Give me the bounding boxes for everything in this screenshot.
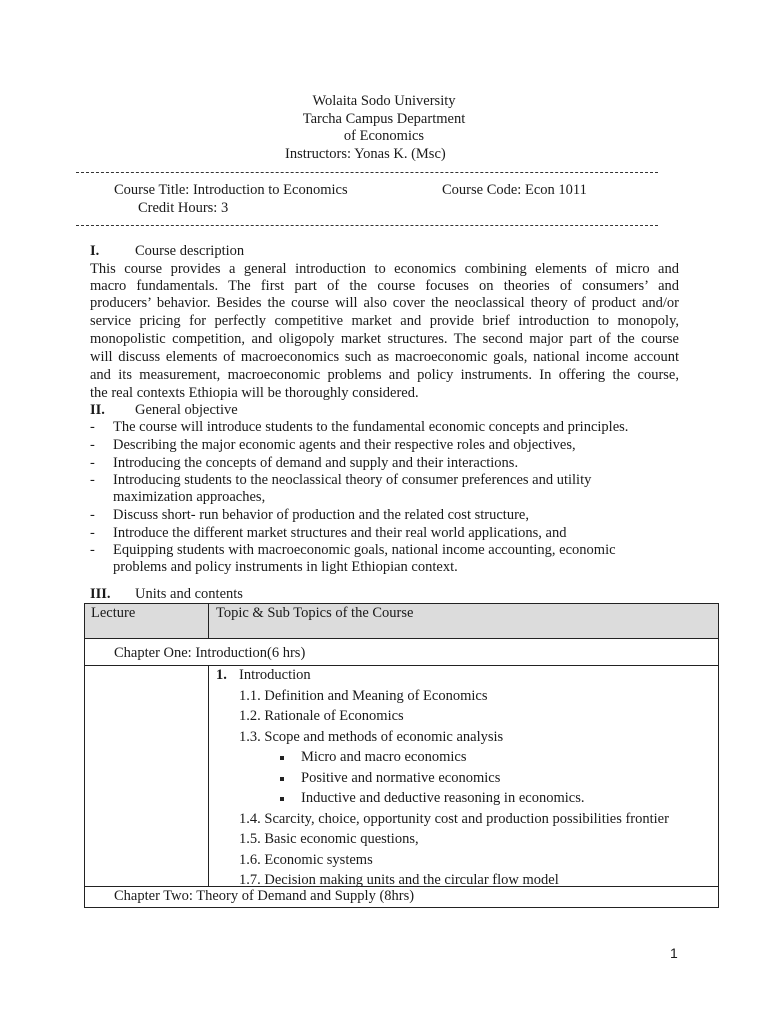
square-bullet-icon <box>280 797 284 801</box>
description-line: monopolistic competition, and oligopoly market structures. The second major part of the course <box>90 331 679 347</box>
section-2-heading: General objective <box>135 402 238 418</box>
section-1-heading: Course description <box>135 243 245 259</box>
list-item-continuation: problems and policy instruments in light Ethiopian context. <box>113 559 458 575</box>
list-item-continuation: maximization approaches, <box>113 489 266 505</box>
course-code: Course Code: Econ 1011 <box>442 182 587 198</box>
subtopic: 1.6. Economic systems <box>239 852 373 868</box>
bullet-dash: - <box>90 419 95 435</box>
chapter-two-cell: Chapter Two: Theory of Demand and Supply (8hrs) <box>85 887 719 908</box>
chapter-row <box>85 639 719 666</box>
description-line: the real contexts Ethiopia will be thoroughly considered. <box>90 385 419 401</box>
subtopic: 1.3. Scope and methods of economic analysis <box>239 729 504 745</box>
table-row <box>85 666 719 887</box>
course-title: Course Title: Introduction to Economics <box>114 182 348 198</box>
description-line: service pricing for perfectly competitive market and provide brief introduction to monopoly, <box>90 313 679 329</box>
sub-bullet: Micro and macro economics <box>280 749 466 766</box>
units-table <box>84 603 719 908</box>
header-cell-topics: Topic & Sub Topics of the Course <box>209 604 719 639</box>
divider-bottom <box>76 225 658 226</box>
subtopic: 1.4. Scarcity, choice, opportunity cost and production possibilities frontier <box>239 811 669 827</box>
bullet-dash: - <box>90 455 95 471</box>
description-line: This course provides a general introduction to economics combining elements of micro and <box>90 261 679 277</box>
bullet-dash: - <box>90 472 95 488</box>
description-line: will discuss elements of macroeconomics such as macroeconomic goals, national income account <box>90 349 679 365</box>
sub-bullet: Inductive and deductive reasoning in economics. <box>280 790 584 807</box>
topics-cell <box>209 666 719 887</box>
bullet-dash: - <box>90 437 95 453</box>
subtopic: 1.1. Definition and Meaning of Economics <box>239 688 488 704</box>
header-cell-lecture: Lecture <box>85 604 209 639</box>
divider-top <box>76 172 658 173</box>
section-3-number: III. <box>90 586 111 602</box>
bullet-dash: - <box>90 542 95 558</box>
section-3-heading: Units and contents <box>135 586 243 602</box>
instructors: Instructors: Yonas K. (Msc) <box>285 146 446 162</box>
section-2-number: II. <box>90 402 105 418</box>
section-1-number: I. <box>90 243 100 259</box>
bullet-dash: - <box>90 525 95 541</box>
credit-hours: Credit Hours: 3 <box>138 200 229 216</box>
subtopic: 1.7. Decision making units and the circular flow model <box>239 872 559 888</box>
chapter-one-cell: Chapter One: Introduction(6 hrs) <box>85 639 719 666</box>
department-name: of Economics <box>343 128 425 144</box>
lecture-cell <box>85 666 209 887</box>
topic-number: 1. <box>216 667 227 683</box>
subtopic: 1.5. Basic economic questions, <box>239 831 419 847</box>
chapter-row <box>85 887 719 908</box>
description-line: producers’ behavior. Besides the course will also cover the neoclassical theory of product and/or <box>90 295 679 311</box>
university-name: Wolaita Sodo University <box>312 93 456 109</box>
campus-department: Tarcha Campus Department <box>302 111 466 127</box>
sub-bullet: Positive and normative economics <box>280 770 500 787</box>
square-bullet-icon <box>280 777 284 781</box>
square-bullet-icon <box>280 756 284 760</box>
topic-title: Introduction <box>239 667 311 683</box>
subtopic: 1.2. Rationale of Economics <box>239 708 404 724</box>
table-header-row <box>85 604 719 639</box>
description-line: macro fundamentals. The first part of the course focuses on theories of consumers’ and <box>90 278 679 294</box>
bullet-dash: - <box>90 507 95 523</box>
description-line: and its measurement, macroeconomic problems and policy instruments. In offering the course, <box>90 367 679 383</box>
page-number: 1 <box>670 945 678 961</box>
